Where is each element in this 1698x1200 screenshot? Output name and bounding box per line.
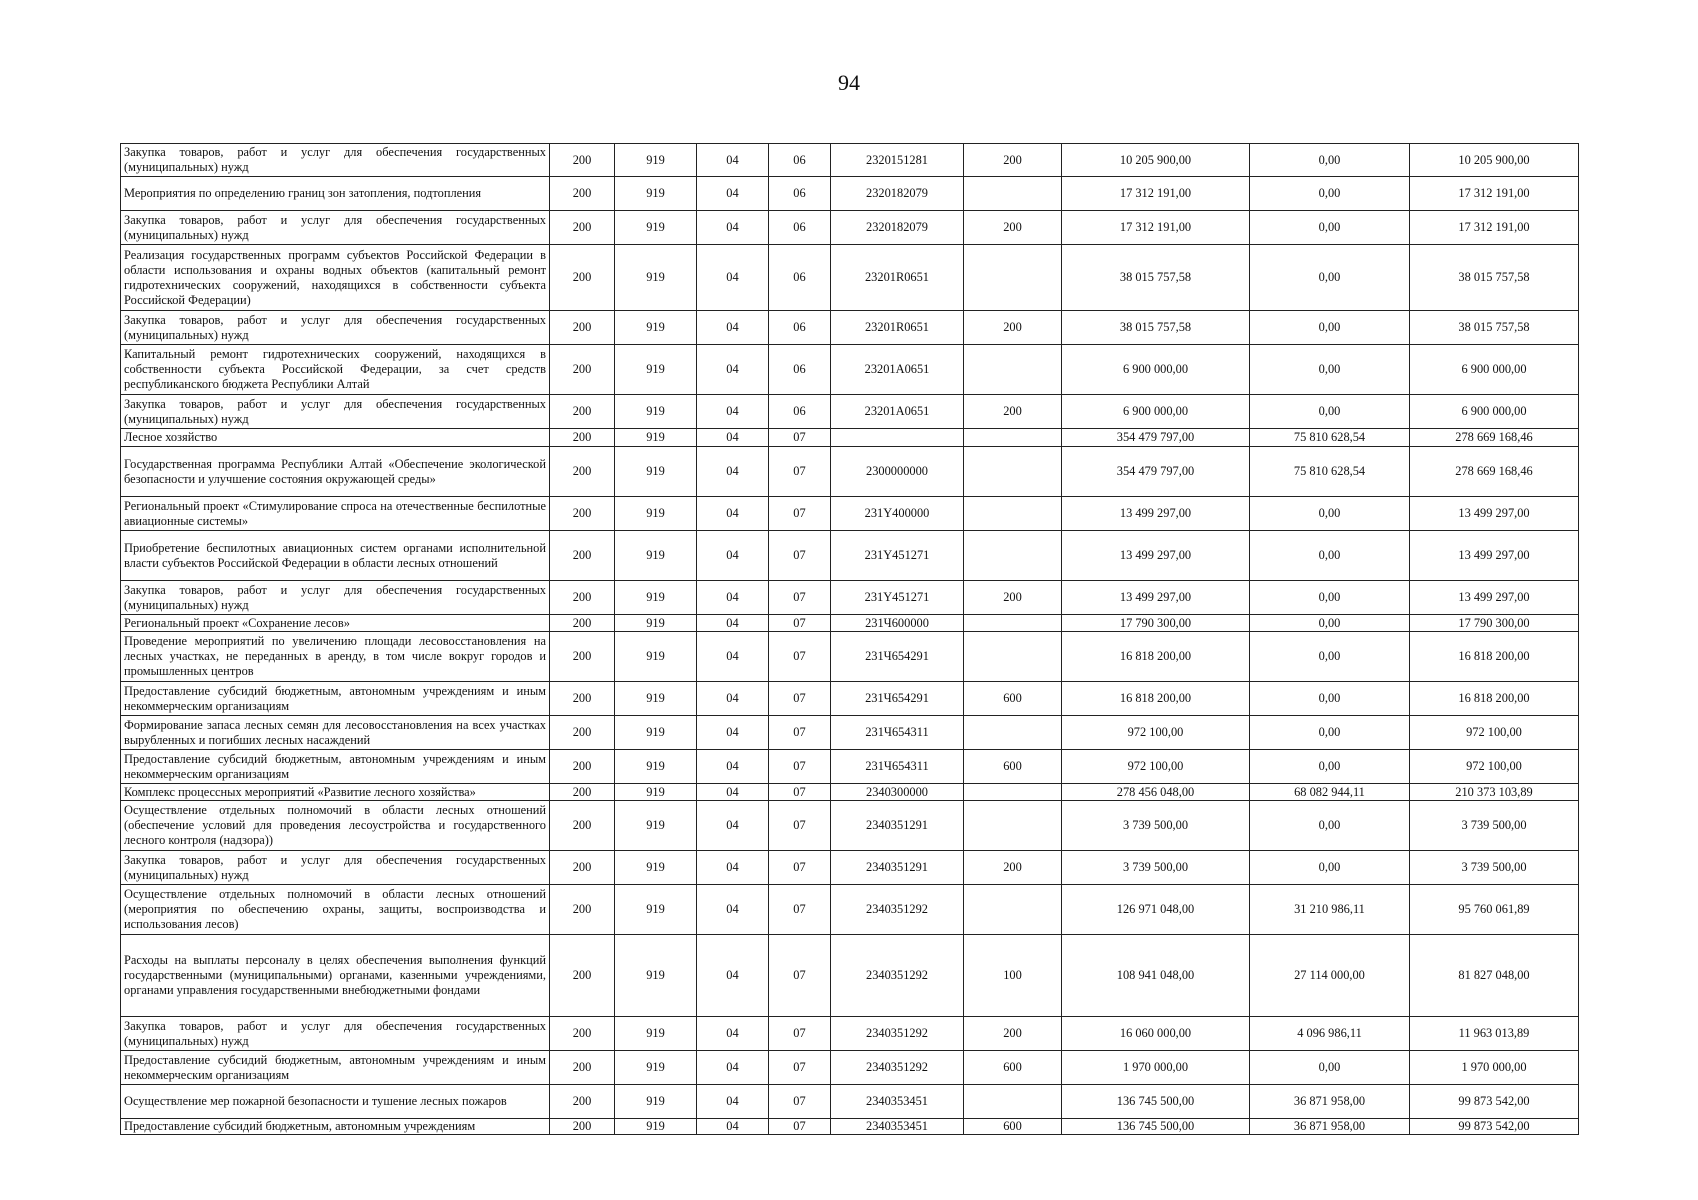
code-cell: 919	[615, 632, 697, 682]
target-article-cell: 231Ч654311	[831, 750, 964, 784]
table-body	[121, 144, 1579, 1135]
target-article-cell: 23201А0651	[831, 395, 964, 429]
target-article-cell: 23201А0651	[831, 345, 964, 395]
total-amount-cell: 136 745 500,00	[1062, 1085, 1250, 1119]
target-article-cell: 2340300000	[831, 784, 964, 801]
row-name-cell: Лесное хозяйство	[121, 429, 550, 447]
expense-type-cell: 600	[964, 682, 1062, 716]
code-cell: 919	[615, 211, 697, 245]
federal-amount-cell: 0,00	[1250, 531, 1410, 581]
regional-amount-cell: 972 100,00	[1410, 716, 1579, 750]
code-cell: 919	[615, 245, 697, 311]
row-name-cell: Предоставление субсидий бюджетным, автономным учреждениям	[121, 1119, 550, 1135]
expense-type-cell	[964, 784, 1062, 801]
federal-amount-cell: 36 871 958,00	[1250, 1119, 1410, 1135]
total-amount-cell: 6 900 000,00	[1062, 395, 1250, 429]
subsection-cell: 06	[769, 177, 831, 211]
table-row	[121, 801, 1579, 851]
section-cell: 04	[697, 1017, 769, 1051]
table-row	[121, 750, 1579, 784]
target-article-cell	[831, 429, 964, 447]
table-row	[121, 615, 1579, 632]
grbs-cell: 200	[550, 245, 615, 311]
federal-amount-cell: 0,00	[1250, 211, 1410, 245]
code-cell: 919	[615, 1051, 697, 1085]
table-row	[121, 1085, 1579, 1119]
section-cell: 04	[697, 447, 769, 497]
target-article-cell: 2320182079	[831, 177, 964, 211]
section-cell: 04	[697, 885, 769, 935]
regional-amount-cell: 6 900 000,00	[1410, 345, 1579, 395]
total-amount-cell: 136 745 500,00	[1062, 1119, 1250, 1135]
grbs-cell: 200	[550, 177, 615, 211]
table-row	[121, 1017, 1579, 1051]
row-name-cell: Осуществление мер пожарной безопасности и тушение лесных пожаров	[121, 1085, 550, 1119]
target-article-cell: 23201R0651	[831, 311, 964, 345]
row-name-cell: Региональный проект «Сохранение лесов»	[121, 615, 550, 632]
total-amount-cell: 38 015 757,58	[1062, 311, 1250, 345]
federal-amount-cell: 0,00	[1250, 750, 1410, 784]
section-cell: 04	[697, 429, 769, 447]
table-row	[121, 682, 1579, 716]
regional-amount-cell: 17 312 191,00	[1410, 211, 1579, 245]
table-row	[121, 581, 1579, 615]
row-name-cell: Осуществление отдельных полномочий в области лесных отношений (мероприятия по обеспечению охраны, защиты, воспроизводства и использования лесов)	[121, 885, 550, 935]
code-cell: 919	[615, 935, 697, 1017]
expense-type-cell	[964, 497, 1062, 531]
row-name-cell: Осуществление отдельных полномочий в области лесных отношений (обеспечение условий для проведения лесоустройства и государственного лесного контроля (надзора))	[121, 801, 550, 851]
grbs-cell: 200	[550, 1017, 615, 1051]
table-row	[121, 632, 1579, 682]
table-row	[121, 935, 1579, 1017]
section-cell: 04	[697, 581, 769, 615]
code-cell: 919	[615, 750, 697, 784]
regional-amount-cell: 13 499 297,00	[1410, 531, 1579, 581]
row-name-cell: Расходы на выплаты персоналу в целях обеспечения выполнения функций государственными (муниципальными) органами, казенными учреждениями, органами управления государственными внебюджетными фондами	[121, 935, 550, 1017]
grbs-cell: 200	[550, 851, 615, 885]
code-cell: 919	[615, 682, 697, 716]
grbs-cell: 200	[550, 311, 615, 345]
section-cell: 04	[697, 497, 769, 531]
expense-type-cell: 200	[964, 144, 1062, 177]
regional-amount-cell: 278 669 168,46	[1410, 429, 1579, 447]
section-cell: 04	[697, 851, 769, 885]
table-row	[121, 885, 1579, 935]
total-amount-cell: 126 971 048,00	[1062, 885, 1250, 935]
expense-type-cell	[964, 885, 1062, 935]
section-cell: 04	[697, 395, 769, 429]
code-cell: 919	[615, 144, 697, 177]
total-amount-cell: 6 900 000,00	[1062, 345, 1250, 395]
subsection-cell: 07	[769, 935, 831, 1017]
row-name-cell: Закупка товаров, работ и услуг для обеспечения государственных (муниципальных) нужд	[121, 311, 550, 345]
code-cell: 919	[615, 177, 697, 211]
regional-amount-cell: 972 100,00	[1410, 750, 1579, 784]
row-name-cell: Региональный проект «Стимулирование спроса на отечественные беспилотные авиационные системы»	[121, 497, 550, 531]
regional-amount-cell: 3 739 500,00	[1410, 851, 1579, 885]
row-name-cell: Закупка товаров, работ и услуг для обеспечения государственных (муниципальных) нужд	[121, 851, 550, 885]
table-row	[121, 531, 1579, 581]
code-cell: 919	[615, 311, 697, 345]
expense-type-cell: 600	[964, 1119, 1062, 1135]
table-row	[121, 395, 1579, 429]
code-cell: 919	[615, 1085, 697, 1119]
regional-amount-cell: 3 739 500,00	[1410, 801, 1579, 851]
grbs-cell: 200	[550, 716, 615, 750]
code-cell: 919	[615, 531, 697, 581]
section-cell: 04	[697, 801, 769, 851]
regional-amount-cell: 13 499 297,00	[1410, 581, 1579, 615]
federal-amount-cell: 0,00	[1250, 245, 1410, 311]
target-article-cell: 231Ч654311	[831, 716, 964, 750]
section-cell: 04	[697, 345, 769, 395]
expense-type-cell	[964, 429, 1062, 447]
expense-type-cell: 100	[964, 935, 1062, 1017]
grbs-cell: 200	[550, 1085, 615, 1119]
row-name-cell: Государственная программа Республики Алтай «Обеспечение экологической безопасности и улучшение состояния окружающей среды»	[121, 447, 550, 497]
federal-amount-cell: 27 114 000,00	[1250, 935, 1410, 1017]
grbs-cell: 200	[550, 531, 615, 581]
total-amount-cell: 13 499 297,00	[1062, 497, 1250, 531]
table-row	[121, 447, 1579, 497]
federal-amount-cell: 75 810 628,54	[1250, 447, 1410, 497]
table-row	[121, 1119, 1579, 1135]
regional-amount-cell: 99 873 542,00	[1410, 1119, 1579, 1135]
section-cell: 04	[697, 1051, 769, 1085]
federal-amount-cell: 0,00	[1250, 682, 1410, 716]
page-number: 94	[838, 70, 860, 95]
grbs-cell: 200	[550, 211, 615, 245]
regional-amount-cell: 17 312 191,00	[1410, 177, 1579, 211]
grbs-cell: 200	[550, 885, 615, 935]
federal-amount-cell: 0,00	[1250, 177, 1410, 211]
subsection-cell: 07	[769, 1051, 831, 1085]
code-cell: 919	[615, 615, 697, 632]
code-cell: 919	[615, 885, 697, 935]
federal-amount-cell: 36 871 958,00	[1250, 1085, 1410, 1119]
regional-amount-cell: 17 790 300,00	[1410, 615, 1579, 632]
target-article-cell: 231Ч654291	[831, 682, 964, 716]
federal-amount-cell: 4 096 986,11	[1250, 1017, 1410, 1051]
expense-type-cell: 200	[964, 311, 1062, 345]
row-name-cell: Предоставление субсидий бюджетным, автономным учреждениям и иным некоммерческим организациям	[121, 1051, 550, 1085]
target-article-cell: 2340353451	[831, 1119, 964, 1135]
subsection-cell: 06	[769, 345, 831, 395]
subsection-cell: 07	[769, 784, 831, 801]
subsection-cell: 06	[769, 211, 831, 245]
row-name-cell: Закупка товаров, работ и услуг для обеспечения государственных (муниципальных) нужд	[121, 395, 550, 429]
federal-amount-cell: 0,00	[1250, 851, 1410, 885]
subsection-cell: 07	[769, 1119, 831, 1135]
grbs-cell: 200	[550, 750, 615, 784]
federal-amount-cell: 0,00	[1250, 144, 1410, 177]
subsection-cell: 07	[769, 615, 831, 632]
federal-amount-cell: 0,00	[1250, 615, 1410, 632]
target-article-cell: 2340351292	[831, 935, 964, 1017]
regional-amount-cell: 38 015 757,58	[1410, 245, 1579, 311]
total-amount-cell: 972 100,00	[1062, 716, 1250, 750]
section-cell: 04	[697, 531, 769, 581]
table-row	[121, 784, 1579, 801]
expense-type-cell: 200	[964, 581, 1062, 615]
section-cell: 04	[697, 1119, 769, 1135]
subsection-cell: 07	[769, 682, 831, 716]
regional-amount-cell: 16 818 200,00	[1410, 632, 1579, 682]
subsection-cell: 06	[769, 311, 831, 345]
grbs-cell: 200	[550, 447, 615, 497]
table-row	[121, 311, 1579, 345]
table-row	[121, 851, 1579, 885]
federal-amount-cell: 0,00	[1250, 581, 1410, 615]
target-article-cell: 2340351291	[831, 851, 964, 885]
code-cell: 919	[615, 851, 697, 885]
subsection-cell: 07	[769, 632, 831, 682]
code-cell: 919	[615, 1017, 697, 1051]
regional-amount-cell: 6 900 000,00	[1410, 395, 1579, 429]
subsection-cell: 07	[769, 801, 831, 851]
total-amount-cell: 13 499 297,00	[1062, 581, 1250, 615]
expense-type-cell: 200	[964, 395, 1062, 429]
target-article-cell: 2340351291	[831, 801, 964, 851]
row-name-cell: Формирование запаса лесных семян для лесовосстановления на всех участках вырубленных и погибших лесных насаждений	[121, 716, 550, 750]
regional-amount-cell: 99 873 542,00	[1410, 1085, 1579, 1119]
section-cell: 04	[697, 144, 769, 177]
total-amount-cell: 278 456 048,00	[1062, 784, 1250, 801]
table-row	[121, 345, 1579, 395]
federal-amount-cell: 0,00	[1250, 395, 1410, 429]
subsection-cell: 06	[769, 245, 831, 311]
regional-amount-cell: 95 760 061,89	[1410, 885, 1579, 935]
total-amount-cell: 354 479 797,00	[1062, 429, 1250, 447]
table-row	[121, 429, 1579, 447]
code-cell: 919	[615, 784, 697, 801]
row-name-cell: Капитальный ремонт гидротехнических сооружений, находящихся в собственности субъекта Российской Федерации, за счет средств республиканского бюджета Республики Алтай	[121, 345, 550, 395]
row-name-cell: Закупка товаров, работ и услуг для обеспечения государственных (муниципальных) нужд	[121, 211, 550, 245]
expense-type-cell	[964, 716, 1062, 750]
grbs-cell: 200	[550, 632, 615, 682]
regional-amount-cell: 10 205 900,00	[1410, 144, 1579, 177]
section-cell: 04	[697, 245, 769, 311]
subsection-cell: 07	[769, 1085, 831, 1119]
row-name-cell: Проведение мероприятий по увеличению площади лесовосстановления на лесных участках, не переданных в аренду, в том числе вокруг городов и промышленных центров	[121, 632, 550, 682]
total-amount-cell: 3 739 500,00	[1062, 801, 1250, 851]
subsection-cell: 07	[769, 1017, 831, 1051]
code-cell: 919	[615, 447, 697, 497]
expense-type-cell	[964, 531, 1062, 581]
target-article-cell: 2340353451	[831, 1085, 964, 1119]
subsection-cell: 07	[769, 716, 831, 750]
expense-type-cell: 600	[964, 750, 1062, 784]
section-cell: 04	[697, 935, 769, 1017]
subsection-cell: 07	[769, 429, 831, 447]
federal-amount-cell: 0,00	[1250, 311, 1410, 345]
expense-type-cell: 200	[964, 851, 1062, 885]
table-row	[121, 211, 1579, 245]
subsection-cell: 07	[769, 885, 831, 935]
section-cell: 04	[697, 177, 769, 211]
target-article-cell: 2340351292	[831, 885, 964, 935]
row-name-cell: Приобретение беспилотных авиационных систем органами исполнительной власти субъектов Российской Федерации в области лесных отношений	[121, 531, 550, 581]
section-cell: 04	[697, 1085, 769, 1119]
expense-type-cell	[964, 245, 1062, 311]
row-name-cell: Мероприятия по определению границ зон затопления, подтопления	[121, 177, 550, 211]
row-name-cell: Закупка товаров, работ и услуг для обеспечения государственных (муниципальных) нужд	[121, 1017, 550, 1051]
section-cell: 04	[697, 211, 769, 245]
target-article-cell: 2320182079	[831, 211, 964, 245]
total-amount-cell: 17 790 300,00	[1062, 615, 1250, 632]
grbs-cell: 200	[550, 345, 615, 395]
expense-type-cell	[964, 632, 1062, 682]
code-cell: 919	[615, 429, 697, 447]
code-cell: 919	[615, 1119, 697, 1135]
grbs-cell: 200	[550, 801, 615, 851]
expense-type-cell	[964, 801, 1062, 851]
total-amount-cell: 1 970 000,00	[1062, 1051, 1250, 1085]
table-row	[121, 245, 1579, 311]
expense-type-cell: 600	[964, 1051, 1062, 1085]
grbs-cell: 200	[550, 429, 615, 447]
grbs-cell: 200	[550, 497, 615, 531]
total-amount-cell: 16 818 200,00	[1062, 632, 1250, 682]
code-cell: 919	[615, 345, 697, 395]
section-cell: 04	[697, 311, 769, 345]
grbs-cell: 200	[550, 935, 615, 1017]
row-name-cell: Комплекс процессных мероприятий «Развитие лесного хозяйства»	[121, 784, 550, 801]
grbs-cell: 200	[550, 615, 615, 632]
total-amount-cell: 17 312 191,00	[1062, 177, 1250, 211]
grbs-cell: 200	[550, 144, 615, 177]
table-row	[121, 177, 1579, 211]
target-article-cell: 23201R0651	[831, 245, 964, 311]
federal-amount-cell: 0,00	[1250, 632, 1410, 682]
total-amount-cell: 13 499 297,00	[1062, 531, 1250, 581]
expense-type-cell: 200	[964, 211, 1062, 245]
federal-amount-cell: 0,00	[1250, 801, 1410, 851]
grbs-cell: 200	[550, 682, 615, 716]
federal-amount-cell: 0,00	[1250, 345, 1410, 395]
target-article-cell: 231Y451271	[831, 581, 964, 615]
subsection-cell: 07	[769, 497, 831, 531]
row-name-cell: Закупка товаров, работ и услуг для обеспечения государственных (муниципальных) нужд	[121, 581, 550, 615]
regional-amount-cell: 13 499 297,00	[1410, 497, 1579, 531]
subsection-cell: 07	[769, 750, 831, 784]
target-article-cell: 231Y400000	[831, 497, 964, 531]
section-cell: 04	[697, 784, 769, 801]
row-name-cell: Предоставление субсидий бюджетным, автономным учреждениям и иным некоммерческим организациям	[121, 682, 550, 716]
grbs-cell: 200	[550, 784, 615, 801]
code-cell: 919	[615, 581, 697, 615]
code-cell: 919	[615, 801, 697, 851]
subsection-cell: 07	[769, 531, 831, 581]
table-row	[121, 716, 1579, 750]
code-cell: 919	[615, 497, 697, 531]
section-cell: 04	[697, 750, 769, 784]
total-amount-cell: 10 205 900,00	[1062, 144, 1250, 177]
grbs-cell: 200	[550, 581, 615, 615]
expense-type-cell	[964, 447, 1062, 497]
regional-amount-cell: 81 827 048,00	[1410, 935, 1579, 1017]
section-cell: 04	[697, 632, 769, 682]
subsection-cell: 06	[769, 395, 831, 429]
federal-amount-cell: 0,00	[1250, 1051, 1410, 1085]
total-amount-cell: 38 015 757,58	[1062, 245, 1250, 311]
federal-amount-cell: 68 082 944,11	[1250, 784, 1410, 801]
target-article-cell: 2340351292	[831, 1051, 964, 1085]
total-amount-cell: 354 479 797,00	[1062, 447, 1250, 497]
regional-amount-cell: 278 669 168,46	[1410, 447, 1579, 497]
budget-table	[120, 143, 1579, 1135]
table-row	[121, 144, 1579, 177]
total-amount-cell: 108 941 048,00	[1062, 935, 1250, 1017]
subsection-cell: 07	[769, 581, 831, 615]
total-amount-cell: 17 312 191,00	[1062, 211, 1250, 245]
row-name-cell: Закупка товаров, работ и услуг для обеспечения государственных (муниципальных) нужд	[121, 144, 550, 177]
target-article-cell: 2340351292	[831, 1017, 964, 1051]
regional-amount-cell: 11 963 013,89	[1410, 1017, 1579, 1051]
section-cell: 04	[697, 716, 769, 750]
federal-amount-cell: 0,00	[1250, 497, 1410, 531]
expense-type-cell	[964, 345, 1062, 395]
total-amount-cell: 16 818 200,00	[1062, 682, 1250, 716]
expense-type-cell: 200	[964, 1017, 1062, 1051]
row-name-cell: Предоставление субсидий бюджетным, автономным учреждениям и иным некоммерческим организациям	[121, 750, 550, 784]
federal-amount-cell: 0,00	[1250, 716, 1410, 750]
subsection-cell: 07	[769, 447, 831, 497]
grbs-cell: 200	[550, 1119, 615, 1135]
subsection-cell: 06	[769, 144, 831, 177]
table-row	[121, 497, 1579, 531]
regional-amount-cell: 38 015 757,58	[1410, 311, 1579, 345]
total-amount-cell: 16 060 000,00	[1062, 1017, 1250, 1051]
row-name-cell: Реализация государственных программ субъектов Российской Федерации в области использования и охраны водных объектов (капитальный ремонт гидротехнических сооружений, находящихся в собственности субъекта Российской Федерации)	[121, 245, 550, 311]
expense-type-cell	[964, 177, 1062, 211]
target-article-cell: 2300000000	[831, 447, 964, 497]
subsection-cell: 07	[769, 851, 831, 885]
section-cell: 04	[697, 615, 769, 632]
grbs-cell: 200	[550, 1051, 615, 1085]
federal-amount-cell: 75 810 628,54	[1250, 429, 1410, 447]
grbs-cell: 200	[550, 395, 615, 429]
code-cell: 919	[615, 395, 697, 429]
target-article-cell: 231Ч600000	[831, 615, 964, 632]
code-cell: 919	[615, 716, 697, 750]
regional-amount-cell: 16 818 200,00	[1410, 682, 1579, 716]
expense-type-cell	[964, 615, 1062, 632]
regional-amount-cell: 1 970 000,00	[1410, 1051, 1579, 1085]
regional-amount-cell: 210 373 103,89	[1410, 784, 1579, 801]
federal-amount-cell: 31 210 986,11	[1250, 885, 1410, 935]
section-cell: 04	[697, 682, 769, 716]
table-row	[121, 1051, 1579, 1085]
total-amount-cell: 3 739 500,00	[1062, 851, 1250, 885]
expense-type-cell	[964, 1085, 1062, 1119]
target-article-cell: 231Y451271	[831, 531, 964, 581]
target-article-cell: 231Ч654291	[831, 632, 964, 682]
target-article-cell: 2320151281	[831, 144, 964, 177]
total-amount-cell: 972 100,00	[1062, 750, 1250, 784]
